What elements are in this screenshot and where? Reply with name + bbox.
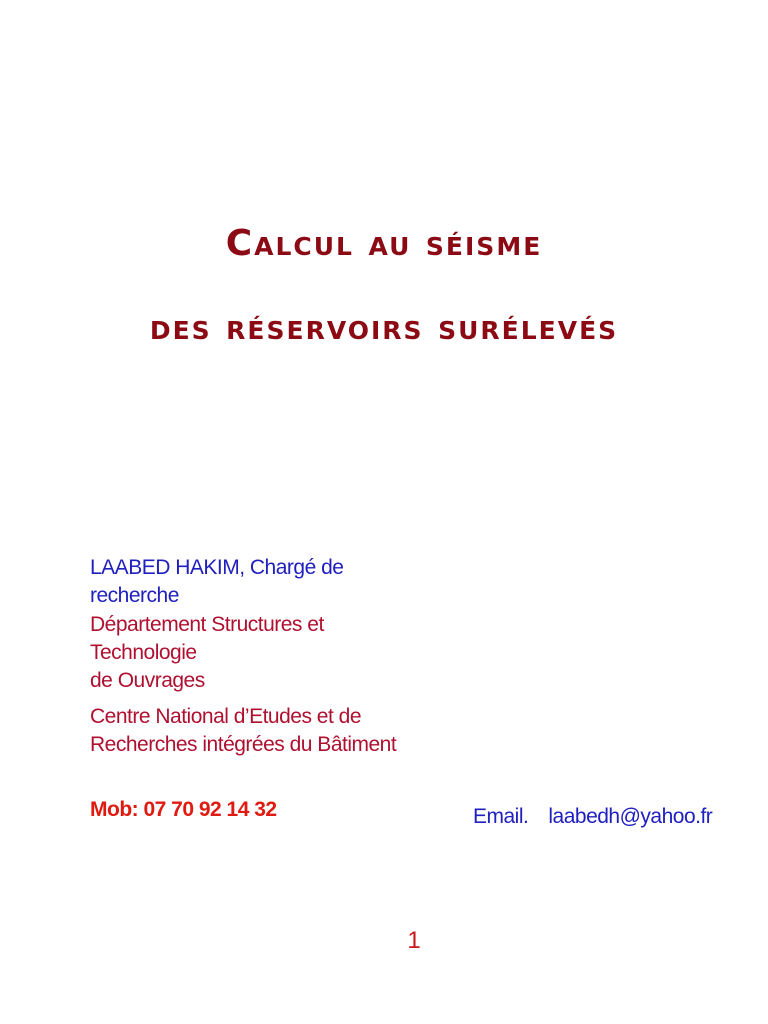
- centre-line-2: Recherches intégrées du Bâtiment: [90, 733, 397, 756]
- page-number: 1: [407, 927, 421, 954]
- mobile-number: Mob: 07 70 92 14 32: [90, 798, 277, 821]
- title-line-2: des réservoirs surélevés: [149, 307, 619, 348]
- email-label: Email.: [473, 805, 529, 828]
- department-line-2: de Ouvrages: [90, 669, 205, 692]
- email-contact: [473, 803, 712, 831]
- centre-line-1: Centre National d’Etudes et de: [90, 705, 362, 728]
- title-line-1: Calcul au séisme: [225, 223, 543, 264]
- author-line: LAABED HAKIM, Chargé de recherche: [90, 556, 344, 607]
- department-line-1: Département Structures et Technologie: [90, 613, 324, 664]
- department-block: [90, 611, 410, 695]
- email-address[interactable]: laabedh@yahoo.fr: [548, 805, 713, 828]
- slide-title: [0, 222, 768, 350]
- centre-block: [90, 703, 410, 759]
